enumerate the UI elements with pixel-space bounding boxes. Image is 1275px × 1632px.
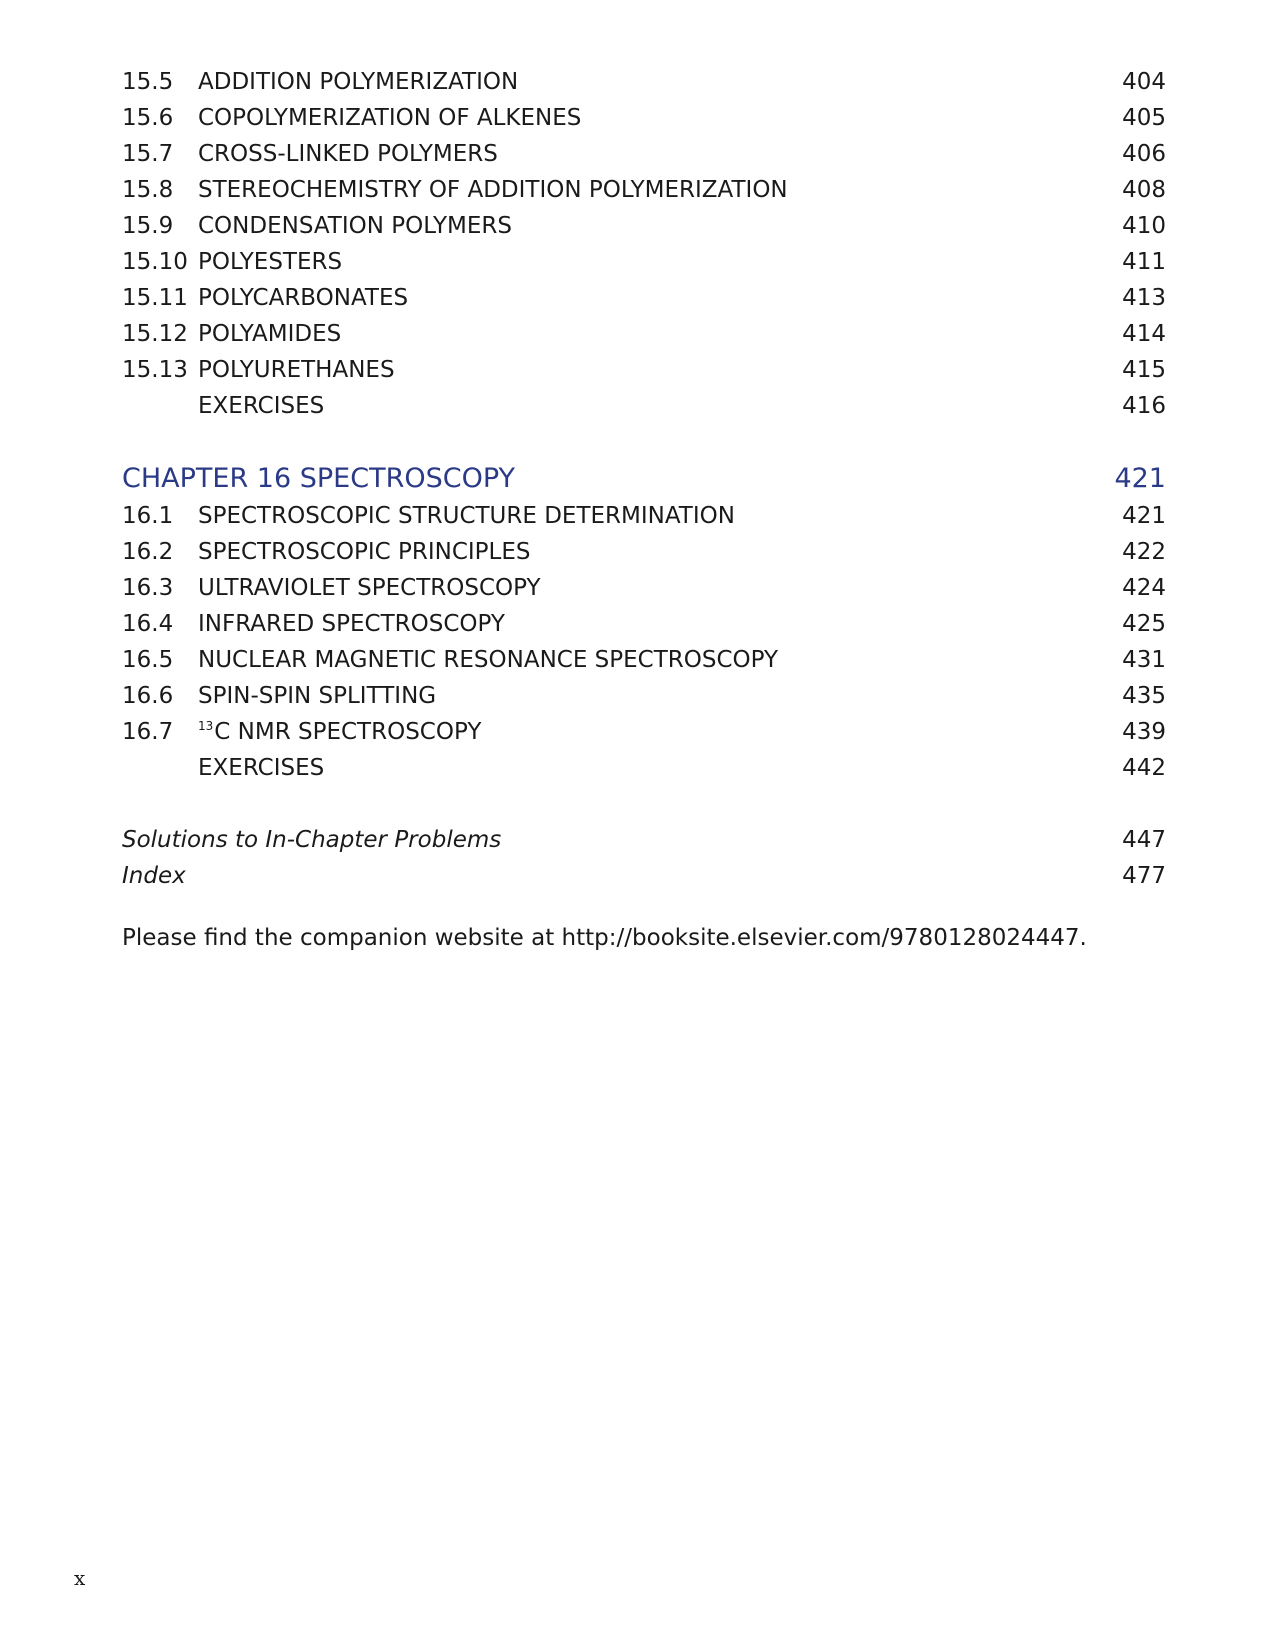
section-number: 15.7 bbox=[122, 141, 174, 167]
page-number: 410 bbox=[1122, 213, 1166, 239]
section-number: 15.13 bbox=[122, 357, 188, 383]
chapter-page-number: 421 bbox=[1114, 463, 1166, 494]
section-number: 15.11 bbox=[122, 285, 188, 311]
backmatter-title: Solutions to In-Chapter Problems bbox=[122, 827, 502, 853]
section-number: 15.6 bbox=[122, 105, 174, 131]
toc-entry[interactable] bbox=[122, 570, 1166, 606]
toc-entry-exercises[interactable] bbox=[122, 750, 1166, 786]
section-title: NUCLEAR MAGNETIC RESONANCE SPECTROSCOPY bbox=[198, 647, 779, 673]
section-number: 16.1 bbox=[122, 503, 174, 529]
section-number: 16.7 bbox=[122, 719, 174, 745]
toc-entry[interactable] bbox=[122, 352, 1166, 388]
toc-entry[interactable] bbox=[122, 208, 1166, 244]
isotope-superscript: 13 bbox=[198, 719, 214, 733]
toc-entry[interactable] bbox=[122, 678, 1166, 714]
section-title: COPOLYMERIZATION OF ALKENES bbox=[198, 105, 582, 131]
chapter-16-section-list bbox=[122, 498, 1166, 786]
section-title: STEREOCHEMISTRY OF ADDITION POLYMERIZATION bbox=[198, 177, 788, 203]
page-folio: x bbox=[74, 1566, 86, 1590]
toc-entry[interactable] bbox=[122, 642, 1166, 678]
page-number: 411 bbox=[1122, 249, 1166, 275]
section-title: POLYCARBONATES bbox=[198, 285, 409, 311]
section-title: SPECTROSCOPIC STRUCTURE DETERMINATION bbox=[198, 503, 735, 529]
page-number: 408 bbox=[1122, 177, 1166, 203]
toc-entry[interactable] bbox=[122, 280, 1166, 316]
section-title: CROSS-LINKED POLYMERS bbox=[198, 141, 498, 167]
page-number: 421 bbox=[1122, 503, 1166, 529]
section-number: 15.5 bbox=[122, 69, 174, 95]
section-number: 16.5 bbox=[122, 647, 174, 673]
backmatter-title: Index bbox=[122, 863, 186, 889]
section-number: 16.6 bbox=[122, 683, 174, 709]
section-title: INFRARED SPECTROSCOPY bbox=[198, 611, 505, 637]
backmatter-list bbox=[122, 822, 1166, 894]
chapter-heading[interactable] bbox=[122, 460, 1166, 498]
section-title: ADDITION POLYMERIZATION bbox=[198, 69, 519, 95]
toc-entry-exercises[interactable] bbox=[122, 388, 1166, 424]
toc-entry[interactable] bbox=[122, 64, 1166, 100]
section-title: SPECTROSCOPIC PRINCIPLES bbox=[198, 539, 531, 565]
toc-entry[interactable] bbox=[122, 100, 1166, 136]
section-title-text: C NMR SPECTROSCOPY bbox=[214, 719, 482, 745]
page-number: 413 bbox=[1122, 285, 1166, 311]
page-number: 416 bbox=[1122, 393, 1166, 419]
toc-entry[interactable] bbox=[122, 534, 1166, 570]
page-number: 431 bbox=[1122, 647, 1166, 673]
section-title: SPIN-SPIN SPLITTING bbox=[198, 683, 437, 709]
section-title: CONDENSATION POLYMERS bbox=[198, 213, 512, 239]
table-of-contents bbox=[122, 64, 1166, 956]
page-number: 439 bbox=[1122, 719, 1166, 745]
page-number: 414 bbox=[1122, 321, 1166, 347]
chapter-15-section-list bbox=[122, 64, 1166, 424]
page-number: 422 bbox=[1122, 539, 1166, 565]
page-number: 415 bbox=[1122, 357, 1166, 383]
page-number: 424 bbox=[1122, 575, 1166, 601]
section-title: POLYESTERS bbox=[198, 249, 343, 275]
page-number: 425 bbox=[1122, 611, 1166, 637]
page-number: 404 bbox=[1122, 69, 1166, 95]
companion-website-note: Please find the companion website at http://booksite.elsevier.com/9780128024447. bbox=[122, 925, 1087, 951]
toc-entry[interactable] bbox=[122, 172, 1166, 208]
section-number: 15.8 bbox=[122, 177, 174, 203]
section-number: 15.10 bbox=[122, 249, 188, 275]
toc-entry[interactable] bbox=[122, 714, 1166, 750]
section-title bbox=[198, 714, 1106, 750]
section-number: 16.2 bbox=[122, 539, 174, 565]
backmatter-entry-index[interactable] bbox=[122, 858, 1166, 894]
page-number: 435 bbox=[1122, 683, 1166, 709]
section-number: 16.4 bbox=[122, 611, 174, 637]
toc-entry[interactable] bbox=[122, 606, 1166, 642]
section-title: POLYURETHANES bbox=[198, 357, 395, 383]
page-number: 447 bbox=[1122, 827, 1166, 853]
section-number: 15.9 bbox=[122, 213, 174, 239]
toc-entry[interactable] bbox=[122, 136, 1166, 172]
page-number: 442 bbox=[1122, 755, 1166, 781]
toc-entry[interactable] bbox=[122, 244, 1166, 280]
chapter-title: CHAPTER 16 SPECTROSCOPY bbox=[122, 463, 516, 494]
section-title: ULTRAVIOLET SPECTROSCOPY bbox=[198, 575, 541, 601]
section-title: EXERCISES bbox=[198, 755, 325, 781]
toc-entry[interactable] bbox=[122, 316, 1166, 352]
page-number: 406 bbox=[1122, 141, 1166, 167]
page-number: 405 bbox=[1122, 105, 1166, 131]
page-number: 477 bbox=[1122, 863, 1166, 889]
toc-entry[interactable] bbox=[122, 498, 1166, 534]
backmatter-entry-solutions[interactable] bbox=[122, 822, 1166, 858]
section-title: EXERCISES bbox=[198, 393, 325, 419]
section-title: POLYAMIDES bbox=[198, 321, 342, 347]
section-number: 16.3 bbox=[122, 575, 174, 601]
section-number: 15.12 bbox=[122, 321, 188, 347]
